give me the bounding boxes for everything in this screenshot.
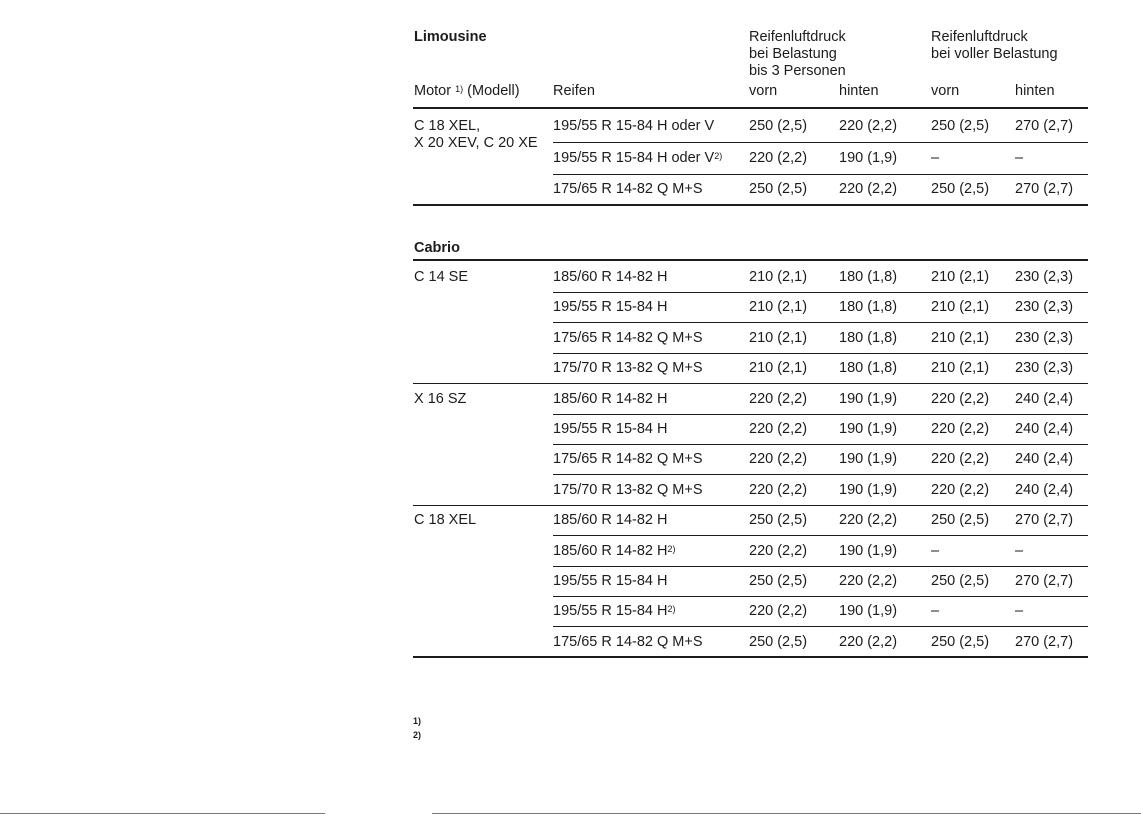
partial-rear-pressure-cell [839,603,897,620]
partial-front-pressure-cell [749,118,807,135]
full-rear-pressure-cell-text: 230 (2,3) [1015,299,1074,315]
tire-size-cell [553,269,667,286]
partial-front-pressure-cell-text: 250 (2,5) [749,181,808,197]
footnote-2-marker: 2) [413,730,422,740]
tire-size-cell-text: 175/65 R 14-82 Q M+S [553,634,703,650]
full-front-pressure-cell-text: 250 (2,5) [931,181,990,197]
tire-size-cell-text: 175/65 R 14-82 Q M+S [553,451,703,467]
full-front-pressure-cell-text: 210 (2,1) [931,299,990,315]
row-separator [553,174,1088,175]
tire-size-cell-text: 195/55 R 15-84 H [553,603,668,619]
partial-load-header-line3: bis 3 Personen [749,63,846,79]
tire-size-cell-text: 195/55 R 15-84 H [553,421,668,437]
partial-rear-pressure-cell-text: 220 (2,2) [839,512,898,528]
group-separator [413,383,1088,384]
tire-size-cell-text: 175/65 R 14-82 Q M+S [553,181,703,197]
partial-rear-pressure-cell-text: 190 (1,9) [839,421,898,437]
full-rear-pressure-cell [1015,543,1023,560]
partial-rear-pressure-cell-text: 190 (1,9) [839,482,898,498]
tire-size-cell [553,543,675,560]
full-front-pressure-cell [931,451,989,468]
full-front-pressure-cell [931,181,989,198]
full-front-pressure-cell-text: 210 (2,1) [931,269,990,285]
partial-front-pressure-cell-text: 220 (2,2) [749,482,808,498]
full-rear-pressure-cell-text: 270 (2,7) [1015,634,1074,650]
partial-rear-pressure-cell [839,421,897,438]
full-rear-pressure-cell [1015,181,1073,198]
tire-size-cell [553,603,675,620]
cabrio-bottom-rule [413,656,1088,658]
full-front-pressure-cell-text: – [931,150,940,166]
tire-size-cell [553,330,703,347]
row-separator [553,322,1088,323]
partial-rear-pressure-cell [839,118,897,135]
partial-front-pressure-cell-text: 250 (2,5) [749,634,808,650]
partial-rear-pressure-cell [839,543,897,560]
tire-size-cell [553,573,667,590]
cabrio-motor-c18xel: C 18 XEL [414,512,477,528]
row-separator [553,566,1088,567]
full-front-pressure-cell-text: 220 (2,2) [931,451,990,467]
full-load-header-line2: bei voller Belastung [931,46,1058,62]
full-rear-pressure-cell [1015,360,1073,377]
footnote-ref: 2) [667,604,676,614]
full-rear-pressure-cell-text: 230 (2,3) [1015,330,1074,346]
partial-front-pressure-cell-text: 220 (2,2) [749,391,808,407]
partial-rear-pressure-cell [839,391,897,408]
full-front-pressure-cell [931,299,989,316]
full-front-pressure-cell-text: 250 (2,5) [931,118,990,134]
partial-rear-pressure-cell [839,299,897,316]
vorn-header-1: vorn [749,83,778,99]
tire-size-cell-text: 185/60 R 14-82 H [553,391,668,407]
full-rear-pressure-cell [1015,391,1073,408]
partial-rear-pressure-cell [839,512,897,529]
full-rear-pressure-cell-text: 240 (2,4) [1015,391,1074,407]
full-front-pressure-cell [931,543,939,560]
row-separator [553,535,1088,536]
full-rear-pressure-cell-text: – [1015,603,1024,619]
partial-front-pressure-cell [749,181,807,198]
partial-rear-pressure-cell [839,150,897,167]
full-rear-pressure-cell [1015,330,1073,347]
full-rear-pressure-cell [1015,118,1073,135]
partial-front-pressure-cell [749,360,807,377]
full-rear-pressure-cell-text: 240 (2,4) [1015,482,1074,498]
full-front-pressure-cell [931,634,989,651]
tire-size-cell [553,150,722,167]
full-rear-pressure-cell-text: – [1015,150,1024,166]
limousine-motor-line1: C 18 XEL, [414,118,481,134]
partial-front-pressure-cell-text: 220 (2,2) [749,451,808,467]
partial-front-pressure-cell-text: 210 (2,1) [749,299,808,315]
partial-rear-pressure-cell [839,634,897,651]
full-front-pressure-cell-text: 220 (2,2) [931,421,990,437]
full-front-pressure-cell-text: 250 (2,5) [931,573,990,589]
footnote-ref: 2) [714,151,723,161]
full-front-pressure-cell-text: 250 (2,5) [931,512,990,528]
full-rear-pressure-cell-text: 240 (2,4) [1015,421,1074,437]
full-front-pressure-cell [931,391,989,408]
full-rear-pressure-cell [1015,573,1073,590]
tire-size-cell-text: 195/55 R 15-84 H oder V [553,118,715,134]
full-rear-pressure-cell [1015,421,1073,438]
partial-rear-pressure-cell-text: 220 (2,2) [839,634,898,650]
tire-size-cell-text: 195/55 R 15-84 H [553,573,668,589]
partial-rear-pressure-cell [839,269,897,286]
tire-size-cell [553,512,667,529]
cabrio-motor-x16sz: X 16 SZ [414,391,467,407]
tire-size-cell [553,391,667,408]
partial-front-pressure-cell [749,634,807,651]
header-rule [413,107,1088,109]
partial-front-pressure-cell-text: 220 (2,2) [749,421,808,437]
full-front-pressure-cell [931,421,989,438]
row-separator [553,444,1088,445]
hinten-header-2: hinten [1015,83,1055,99]
full-rear-pressure-cell-text: 270 (2,7) [1015,118,1074,134]
tire-size-cell [553,299,667,316]
partial-rear-pressure-cell-text: 190 (1,9) [839,391,898,407]
full-rear-pressure-cell [1015,512,1073,529]
footnote-ref: 2) [667,544,676,554]
partial-load-header-line1: Reifenluftdruck [749,29,846,45]
vorn-header-2: vorn [931,83,960,99]
partial-front-pressure-cell-text: 220 (2,2) [749,603,808,619]
partial-load-header-line2: bei Belastung [749,46,837,62]
full-rear-pressure-cell [1015,482,1073,499]
tire-size-cell-text: 175/70 R 13-82 Q M+S [553,482,703,498]
footnote-1-marker: 1) [413,716,422,726]
partial-rear-pressure-cell [839,360,897,377]
full-rear-pressure-cell-text: 230 (2,3) [1015,269,1074,285]
full-rear-pressure-cell-text: 240 (2,4) [1015,451,1074,467]
partial-rear-pressure-cell-text: 190 (1,9) [839,543,898,559]
partial-front-pressure-cell-text: 210 (2,1) [749,330,808,346]
tire-size-cell [553,421,667,438]
full-front-pressure-cell-text: 210 (2,1) [931,360,990,376]
tire-size-cell [553,634,703,651]
cabrio-title: Cabrio [414,240,460,256]
row-separator [553,142,1088,143]
full-front-pressure-cell [931,512,989,529]
full-front-pressure-cell-text: – [931,603,940,619]
limousine-motor-line2: X 20 XEV, C 20 XE [414,135,538,151]
tire-size-cell [553,118,714,135]
tire-size-cell [553,451,703,468]
partial-front-pressure-cell [749,451,807,468]
partial-front-pressure-cell [749,543,807,560]
partial-rear-pressure-cell-text: 180 (1,8) [839,330,898,346]
full-front-pressure-cell [931,603,939,620]
partial-rear-pressure-cell-text: 180 (1,8) [839,360,898,376]
full-rear-pressure-cell [1015,603,1023,620]
row-separator [553,292,1088,293]
full-front-pressure-cell [931,360,989,377]
partial-front-pressure-cell [749,482,807,499]
tire-size-cell [553,181,703,198]
motor-footnote-ref: 1) [455,84,464,94]
full-rear-pressure-cell-text: 270 (2,7) [1015,573,1074,589]
full-rear-pressure-cell [1015,269,1073,286]
partial-rear-pressure-cell [839,330,897,347]
partial-rear-pressure-cell-text: 190 (1,9) [839,150,898,166]
full-front-pressure-cell-text: – [931,543,940,559]
partial-rear-pressure-cell-text: 180 (1,8) [839,269,898,285]
full-rear-pressure-cell-text: 270 (2,7) [1015,512,1074,528]
row-separator [553,596,1088,597]
tire-size-cell-text: 175/70 R 13-82 Q M+S [553,360,703,376]
full-front-pressure-cell-text: 220 (2,2) [931,391,990,407]
tire-size-cell [553,360,703,377]
page-bottom-edge-right [432,813,1141,814]
full-rear-pressure-cell [1015,299,1073,316]
full-front-pressure-cell [931,573,989,590]
group-separator [413,505,1088,506]
partial-rear-pressure-cell [839,482,897,499]
full-front-pressure-cell [931,482,989,499]
motor-label: Motor [414,83,452,99]
tire-size-cell-text: 175/65 R 14-82 Q M+S [553,330,703,346]
full-rear-pressure-cell [1015,150,1023,167]
page-bottom-edge-left [0,813,325,814]
row-separator [553,626,1088,627]
partial-front-pressure-cell-text: 210 (2,1) [749,360,808,376]
partial-rear-pressure-cell [839,573,897,590]
partial-front-pressure-cell-text: 210 (2,1) [749,269,808,285]
full-rear-pressure-cell-text: 270 (2,7) [1015,181,1074,197]
partial-front-pressure-cell [749,603,807,620]
partial-front-pressure-cell-text: 250 (2,5) [749,118,808,134]
full-front-pressure-cell [931,118,989,135]
full-front-pressure-cell [931,269,989,286]
row-separator [553,474,1088,475]
full-front-pressure-cell-text: 250 (2,5) [931,634,990,650]
partial-rear-pressure-cell [839,181,897,198]
partial-front-pressure-cell [749,269,807,286]
partial-front-pressure-cell [749,573,807,590]
tire-size-cell-text: 185/60 R 14-82 H [553,269,668,285]
tire-size-cell-text: 185/60 R 14-82 H [553,543,668,559]
full-rear-pressure-cell-text: – [1015,543,1024,559]
row-separator [553,414,1088,415]
hinten-header-1: hinten [839,83,879,99]
tire-size-cell-text: 185/60 R 14-82 H [553,512,668,528]
tire-size-cell [553,482,703,499]
partial-rear-pressure-cell-text: 190 (1,9) [839,603,898,619]
full-front-pressure-cell-text: 210 (2,1) [931,330,990,346]
cabrio-motor-c14se: C 14 SE [414,269,468,285]
full-rear-pressure-cell-text: 230 (2,3) [1015,360,1074,376]
full-front-pressure-cell [931,150,939,167]
partial-front-pressure-cell-text: 220 (2,2) [749,150,808,166]
partial-front-pressure-cell [749,150,807,167]
partial-rear-pressure-cell [839,451,897,468]
partial-rear-pressure-cell-text: 220 (2,2) [839,573,898,589]
tire-size-cell-text: 195/55 R 15-84 H oder V [553,150,715,166]
partial-rear-pressure-cell-text: 220 (2,2) [839,181,898,197]
full-load-header-line1: Reifenluftdruck [931,29,1028,45]
partial-front-pressure-cell-text: 250 (2,5) [749,512,808,528]
partial-front-pressure-cell [749,330,807,347]
limousine-bottom-rule [413,204,1088,206]
full-rear-pressure-cell [1015,451,1073,468]
partial-rear-pressure-cell-text: 220 (2,2) [839,118,898,134]
limousine-title: Limousine [414,29,487,45]
partial-front-pressure-cell [749,391,807,408]
partial-front-pressure-cell-text: 220 (2,2) [749,543,808,559]
reifen-column-header: Reifen [553,83,595,99]
partial-front-pressure-cell [749,299,807,316]
full-front-pressure-cell [931,330,989,347]
full-rear-pressure-cell [1015,634,1073,651]
partial-front-pressure-cell-text: 250 (2,5) [749,573,808,589]
partial-rear-pressure-cell-text: 180 (1,8) [839,299,898,315]
cabrio-top-rule [413,259,1088,261]
modell-label: (Modell) [467,83,520,99]
partial-rear-pressure-cell-text: 190 (1,9) [839,451,898,467]
row-separator [553,353,1088,354]
full-front-pressure-cell-text: 220 (2,2) [931,482,990,498]
partial-front-pressure-cell [749,512,807,529]
tire-size-cell-text: 195/55 R 15-84 H [553,299,668,315]
motor-column-header [414,83,520,100]
partial-front-pressure-cell [749,421,807,438]
